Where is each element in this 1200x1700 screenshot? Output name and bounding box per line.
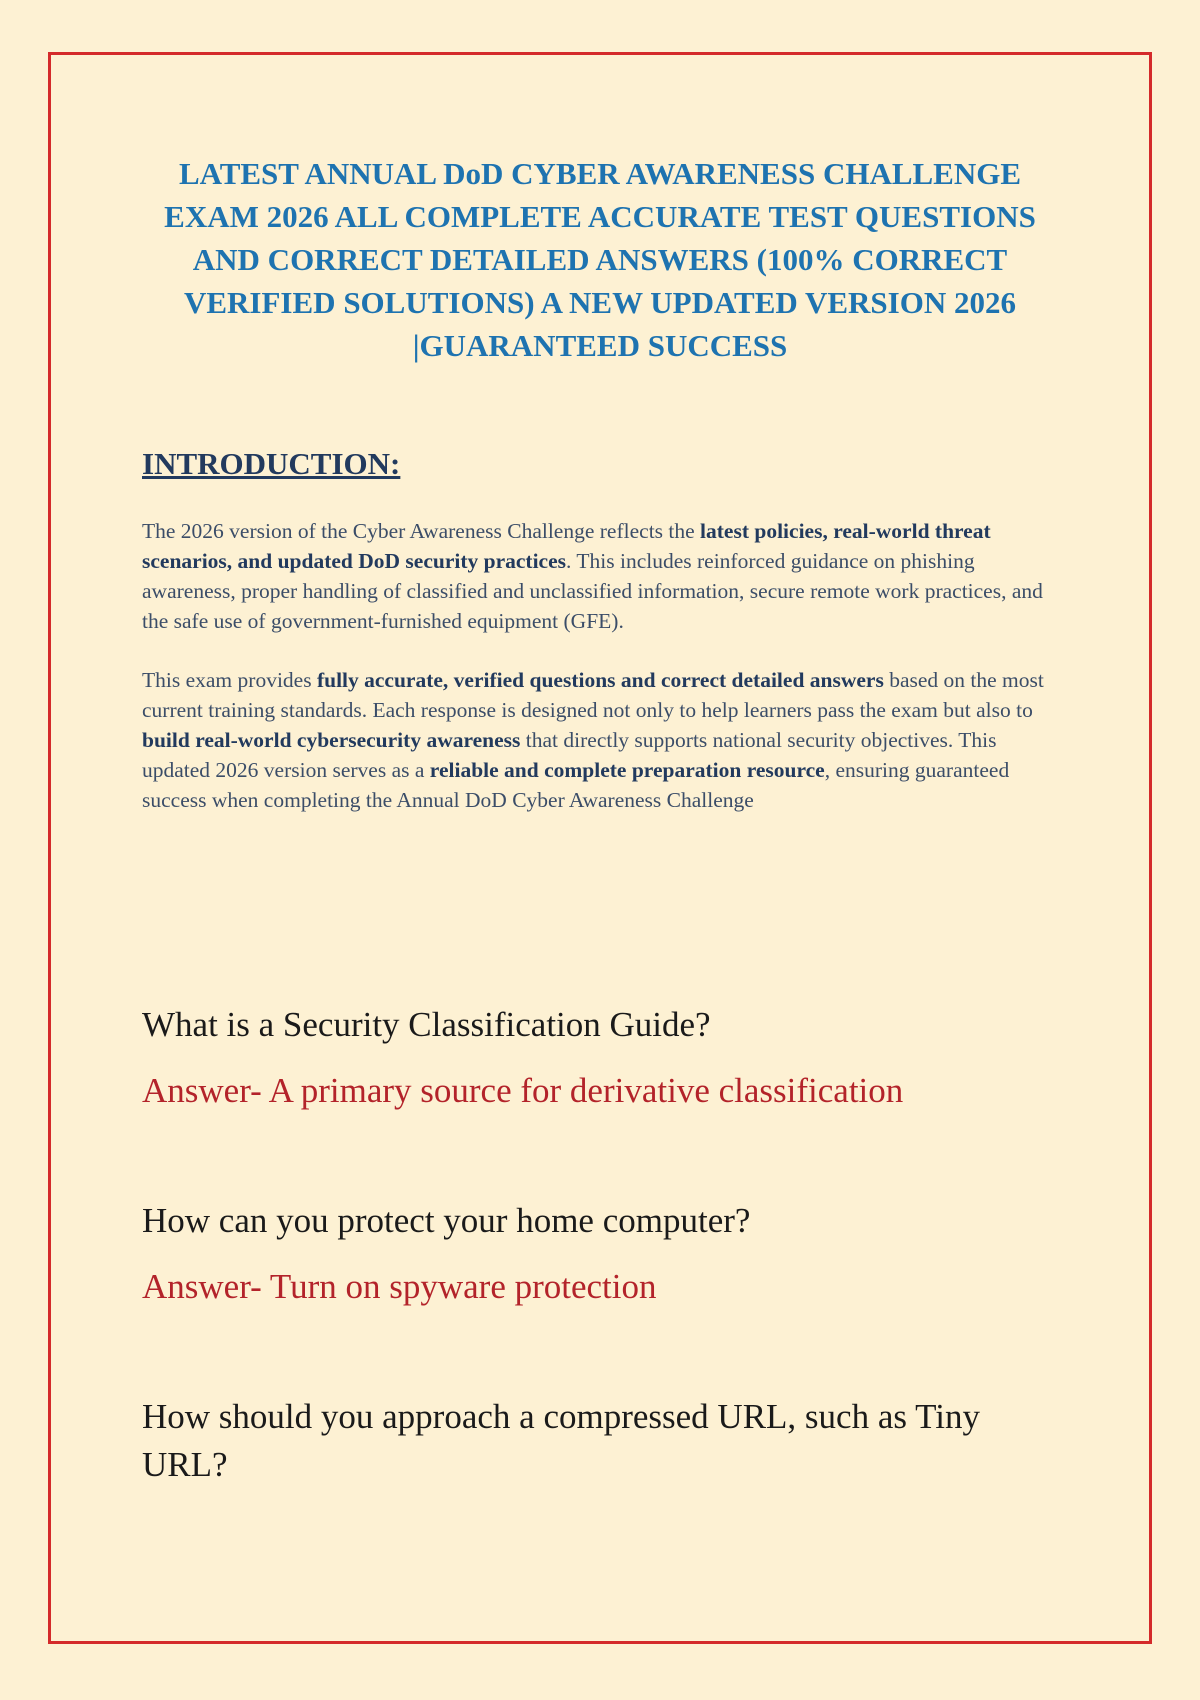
intro-p2-text-2: based on the most current training standards. Each response is designed not only to help learners pass the exam but also to <box>142 668 1044 722</box>
intro-p2-text-4: , ensuring guaranteed success when completing the Annual DoD Cyber Awareness Challenge <box>142 758 1010 812</box>
intro-p1-text-1: The 2026 version of the Cyber Awareness Challenge reflects the <box>142 519 701 543</box>
document-title: LATEST ANNUAL DoD CYBER AWARENESS CHALLENGE EXAM 2026 ALL COMPLETE ACCURATE TEST QUESTIONS AND CORRECT DETAILED ANSWERS (100% CORRECT VERIFIED SOLUTIONS) A NEW UPDATED VERSION 2026 |GUARANTEED SUCCESS <box>164 156 1036 363</box>
intro-p1-text-2: . This includes reinforced guidance on phishing awareness, proper handling of classified and unclassified information, secure remote work practices, and the safe use of government-furnished equipment (GFE). <box>142 549 1043 633</box>
question-2: How can you protect your home computer? <box>142 1201 751 1240</box>
intro-p2-text-1: This exam provides <box>142 668 317 692</box>
introduction-paragraph-1 <box>142 516 1054 636</box>
question-1: What is a Security Classification Guide? <box>142 1005 711 1044</box>
intro-p2-bold-2: build real-world cybersecurity awareness <box>142 728 521 752</box>
introduction-paragraph-2 <box>142 665 1054 815</box>
intro-p2-text-3: that directly supports national security objectives. This updated 2026 version serves as a <box>142 728 997 782</box>
introduction-heading: INTRODUCTION: <box>142 446 401 481</box>
answer-2: Answer- Turn on spyware protection <box>142 1267 657 1306</box>
intro-p2-bold-1: fully accurate, verified questions and correct detailed answers <box>316 668 884 692</box>
question-3: How should you approach a compressed URL, such as Tiny URL? <box>142 1397 980 1484</box>
answer-1: Answer- A primary source for derivative classification <box>142 1071 904 1110</box>
intro-p1-bold-1: latest policies, real-world threat scenarios, and updated DoD security practices <box>142 519 991 573</box>
intro-p2-bold-3: reliable and complete preparation resource <box>429 758 825 782</box>
